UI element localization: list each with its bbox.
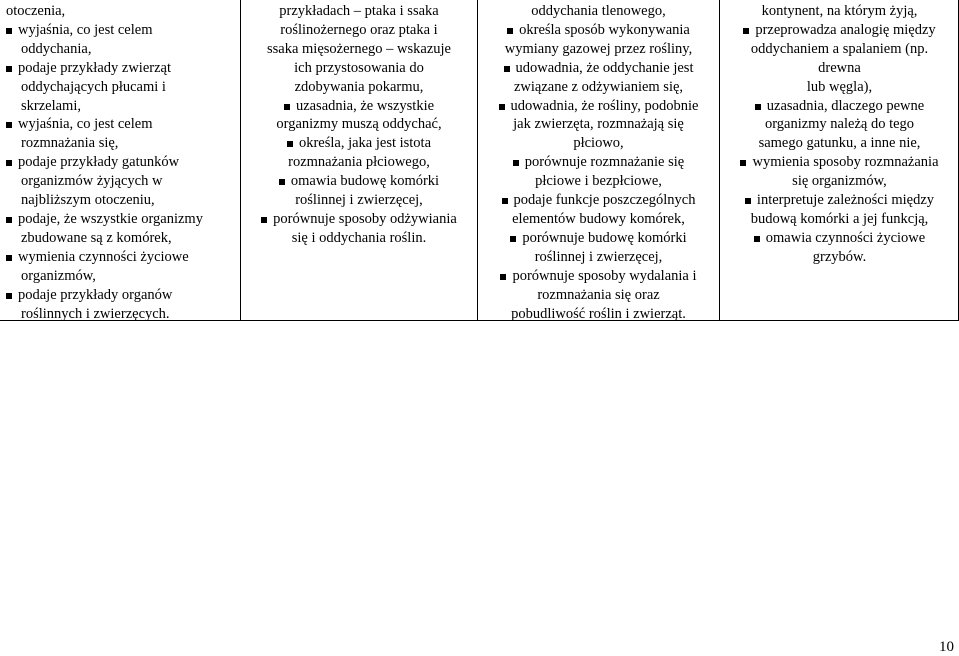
line-text: oddychania, <box>21 40 92 57</box>
text-line <box>241 115 477 134</box>
text-line <box>241 2 477 21</box>
line-text: grzybów. <box>812 248 867 265</box>
text-line <box>241 59 477 78</box>
bullet-line <box>478 191 719 210</box>
line-text: elementów budowy komórek, <box>512 210 685 227</box>
text-line <box>241 40 477 59</box>
line-text: przykładach – ptaka i ssaka <box>279 3 439 19</box>
line-text: porównuje budowę komórki <box>510 230 686 246</box>
bullet-line <box>0 59 240 78</box>
line-text: ssaka mięsożernego – wskazuje <box>266 40 451 57</box>
line-text: otoczenia, <box>6 3 66 19</box>
text-line <box>0 97 240 116</box>
column-4-text <box>720 0 959 267</box>
line-text: roślinnych i zwierzęcych. <box>21 305 170 322</box>
bullet-line <box>478 267 719 286</box>
text-line <box>478 172 719 191</box>
text-line <box>720 40 959 59</box>
bullet-line <box>241 134 477 153</box>
line-text: zdobywania pokarmu, <box>294 78 424 95</box>
bullet-line <box>720 229 959 248</box>
line-text: kontynent, na którym żyją, <box>761 3 918 19</box>
line-text: wyjaśnia, co jest celem <box>6 22 152 38</box>
text-line <box>0 305 240 324</box>
line-text: roślinnej i zwierzęcej, <box>534 248 663 265</box>
column-1-text <box>0 0 240 323</box>
text-line <box>478 286 719 305</box>
line-text: organizmów, <box>21 267 96 284</box>
line-text: roślinnej i zwierzęcej, <box>295 192 423 209</box>
text-line <box>478 305 719 324</box>
line-text: pobudliwość roślin i zwierząt. <box>511 305 686 322</box>
line-text: uzasadnia, dlaczego pewne <box>755 98 924 114</box>
line-text: najbliższym otoczeniu, <box>21 192 155 209</box>
line-text: udowadnia, że oddychanie jest <box>504 60 694 76</box>
line-text: podaje, że wszystkie organizmy <box>6 211 203 227</box>
line-text: samego gatunku, a inne nie, <box>758 135 921 152</box>
line-text: podaje przykłady organów <box>6 287 172 303</box>
line-text: ich przystosowania do <box>294 59 424 76</box>
line-text: budową komórki a jej funkcją, <box>750 210 929 227</box>
line-text: organizmów żyjących w <box>21 173 163 190</box>
column-2 <box>240 0 477 321</box>
line-text: lub węgla), <box>806 78 873 95</box>
text-line <box>720 59 959 78</box>
page-number: 10 <box>939 639 954 655</box>
column-3 <box>477 0 719 321</box>
bullet-line <box>0 210 240 229</box>
line-text: podaje przykłady gatunków <box>6 154 179 170</box>
text-line <box>0 2 240 21</box>
text-line <box>0 267 240 286</box>
text-line <box>241 78 477 97</box>
text-line <box>478 248 719 267</box>
line-text: drewna <box>818 59 861 76</box>
bullet-line <box>478 97 719 116</box>
text-line <box>720 248 959 267</box>
line-text: płciowe i bezpłciowe, <box>535 173 662 190</box>
text-line <box>478 134 719 153</box>
line-text: zbudowane są z komórek, <box>21 229 172 246</box>
line-text: związane z odżywianiem się, <box>513 78 684 95</box>
line-text: omawia budowę komórki <box>279 173 439 189</box>
line-text: się organizmów, <box>792 173 887 190</box>
text-line <box>241 153 477 172</box>
bullet-line <box>720 97 959 116</box>
line-text: jak zwierzęta, rozmnażają się <box>513 116 684 133</box>
line-text: podaje przykłady zwierząt <box>6 60 171 76</box>
text-line <box>720 115 959 134</box>
line-text: organizmy muszą oddychać, <box>276 116 442 133</box>
column-1 <box>0 0 240 321</box>
bullet-line <box>241 172 477 191</box>
bullet-line <box>0 21 240 40</box>
text-line <box>478 115 719 134</box>
bullet-line <box>720 153 959 172</box>
bullet-line <box>478 21 719 40</box>
text-line <box>478 210 719 229</box>
line-text: wyjaśnia, co jest celem <box>6 116 152 132</box>
line-text: wymienia sposoby rozmnażania <box>740 154 938 170</box>
line-text: rozmnażania płciowego, <box>288 154 430 171</box>
line-text: płciowo, <box>573 135 624 152</box>
bullet-line <box>720 21 959 40</box>
line-text: określa sposób wykonywania <box>507 22 690 38</box>
text-line <box>720 134 959 153</box>
column-4 <box>719 0 959 321</box>
text-line <box>0 78 240 97</box>
line-text: rozmnażania się, <box>21 135 119 152</box>
line-text: rozmnażania się oraz <box>537 286 660 303</box>
line-text: organizmy należą do tego <box>764 116 915 133</box>
line-text: oddychających płucami i <box>21 78 166 95</box>
text-line <box>241 191 477 210</box>
text-line <box>478 40 719 59</box>
line-text: określa, jaka jest istota <box>287 135 431 151</box>
bullet-line <box>0 286 240 305</box>
text-line <box>478 78 719 97</box>
bullet-line <box>478 59 719 78</box>
line-text: porównuje rozmnażanie się <box>513 154 684 170</box>
bullet-line <box>478 229 719 248</box>
text-line <box>720 78 959 97</box>
text-line <box>478 2 719 21</box>
line-text: uzasadnia, że wszystkie <box>284 98 434 114</box>
line-text: porównuje sposoby wydalania i <box>500 268 696 284</box>
line-text: udowadnia, że rośliny, podobnie <box>499 98 699 114</box>
line-text: wymienia czynności życiowe <box>6 249 189 265</box>
text-line <box>720 172 959 191</box>
column-2-text <box>241 0 477 248</box>
text-line <box>241 21 477 40</box>
text-line <box>241 229 477 248</box>
bullet-line <box>478 153 719 172</box>
bullet-line <box>720 191 959 210</box>
text-line <box>0 172 240 191</box>
line-text: się i oddychania roślin. <box>291 229 427 246</box>
bullet-line <box>241 210 477 229</box>
text-line <box>0 191 240 210</box>
bullet-line <box>0 115 240 134</box>
line-text: wymiany gazowej przez rośliny, <box>504 40 693 57</box>
line-text: przeprowadza analogię między <box>743 22 935 38</box>
text-line <box>0 40 240 59</box>
line-text: skrzelami, <box>21 97 81 114</box>
text-line <box>0 134 240 153</box>
line-text: oddychania tlenowego, <box>531 3 666 19</box>
line-text: omawia czynności życiowe <box>754 230 925 246</box>
line-text: porównuje sposoby odżywiania <box>261 211 457 227</box>
line-text: interpretuje zależności między <box>745 192 934 208</box>
text-line <box>720 210 959 229</box>
line-text: roślinożernego oraz ptaka i <box>280 21 438 38</box>
bullet-line <box>0 248 240 267</box>
text-line <box>720 2 959 21</box>
column-3-text <box>478 0 719 323</box>
bullet-line <box>241 97 477 116</box>
line-text: oddychaniem a spalaniem (np. <box>750 40 929 57</box>
text-line <box>0 229 240 248</box>
bullet-line <box>0 153 240 172</box>
line-text: podaje funkcje poszczególnych <box>502 192 696 208</box>
